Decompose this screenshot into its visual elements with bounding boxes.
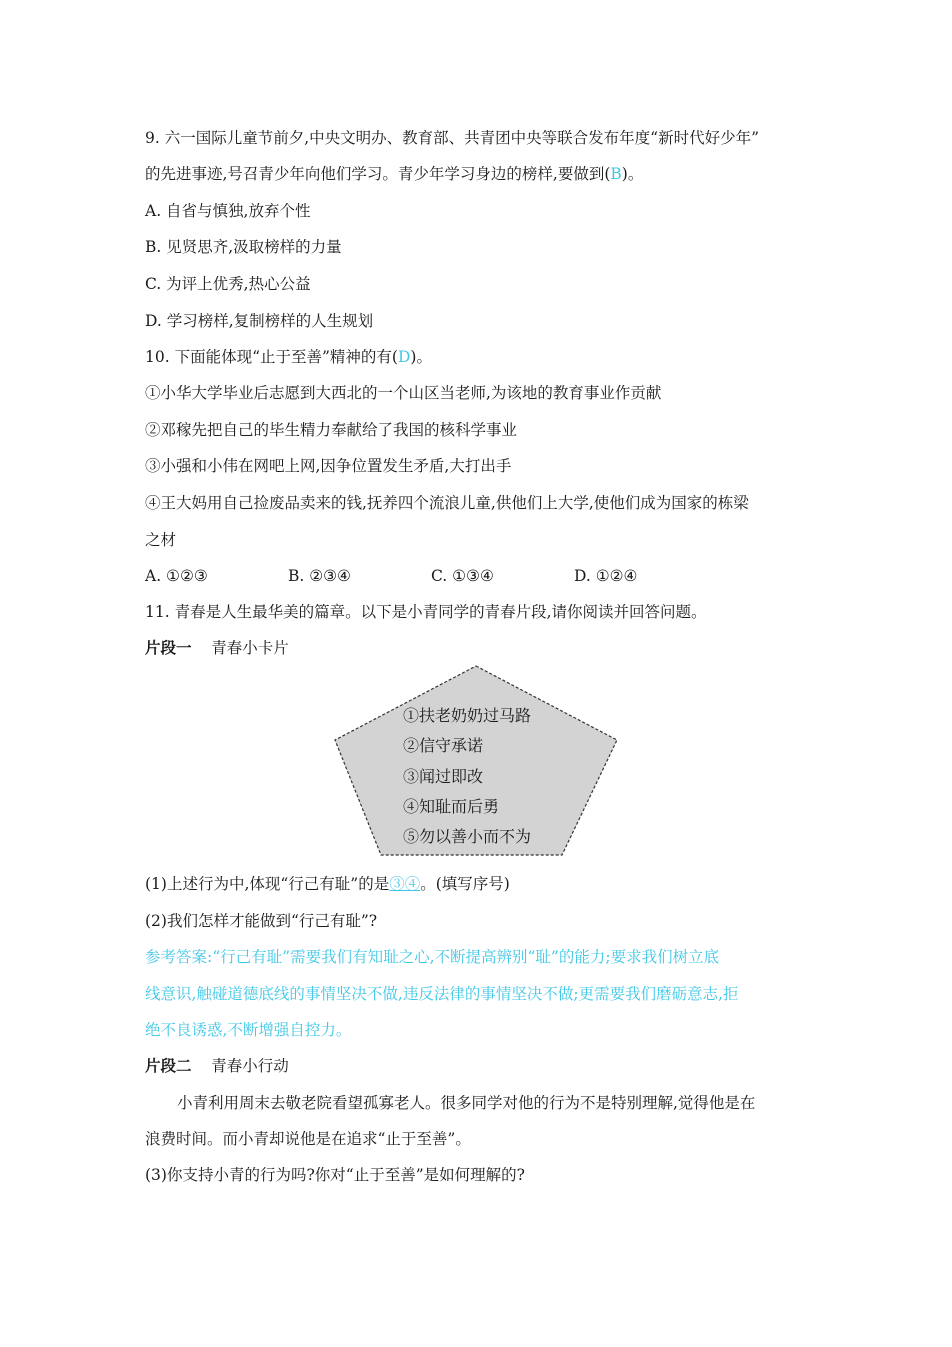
q10-option-a: A. ①②③	[145, 567, 208, 585]
reference-answer-line1: 参考答案:“行己有耻”需要我们有知耻之心,不断提高辨别“耻”的能力;要求我们树立底	[145, 948, 720, 966]
story-line2: 浪费时间。而小青却说他是在追求“止于至善”。	[145, 1130, 471, 1148]
story-line1: 小青利用周末去敬老院看望孤寡老人。很多同学对他的行为不是特别理解,觉得他是在	[177, 1094, 756, 1112]
q10-stem-end: )。	[410, 348, 432, 366]
q9-stem-text: 的先进事迹,号召青少年向他们学习。青少年学习身边的榜样,要做到(	[145, 165, 611, 183]
q10-item-1: ①小华大学毕业后志愿到大西北的一个山区当老师,为该地的教育事业作贡献	[145, 384, 662, 402]
q9-option-b: B. 见贤思齐,汲取榜样的力量	[145, 238, 342, 256]
q10-option-b: B. ②③④	[288, 567, 351, 585]
q10-item-2: ②邓稼先把自己的毕生精力奉献给了我国的核科学事业	[145, 421, 518, 439]
q10-stem-text: 10. 下面能体现“止于至善”精神的有(	[145, 348, 398, 366]
q9-stem-line1: 9. 六一国际儿童节前夕,中央文明办、教育部、共青团中央等联合发布年度“新时代好少年”	[145, 129, 759, 147]
q11-sub2: (2)我们怎样才能做到“行己有耻”?	[145, 912, 378, 930]
card-item-1: ①扶老奶奶过马路	[403, 706, 532, 725]
q9-option-c: C. 为评上优秀,热心公益	[145, 275, 311, 293]
q11-sub1	[145, 874, 510, 894]
q11-part2-heading	[145, 1056, 289, 1076]
q11-stem: 11. 青春是人生最华美的篇章。以下是小青同学的青春片段,请你阅读并回答问题。	[145, 603, 707, 621]
reference-answer-line2: 线意识,触碰道德底线的事情坚决不做,违反法律的事情坚决不做;更需要我们磨砺意志,拒	[145, 985, 739, 1003]
q10-option-c: C. ①③④	[431, 567, 494, 585]
q9-option-d: D. 学习榜样,复制榜样的人生规划	[145, 312, 374, 330]
q11-part2-label: 片段二	[145, 1056, 192, 1075]
q10-item-3: ③小强和小伟在网吧上网,因争位置发生矛盾,大打出手	[145, 457, 512, 475]
q11-part1-label: 片段一	[145, 638, 192, 657]
q11-sub3: (3)你支持小青的行为吗?你对“止于至善”是如何理解的?	[145, 1166, 525, 1184]
reference-answer-line3: 绝不良诱惑,不断增强自控力。	[145, 1021, 352, 1039]
q9-stem-end: )。	[621, 165, 644, 183]
q10-item-4: ④王大妈用自己捡废品卖来的钱,抚养四个流浪儿童,供他们上大学,使他们成为国家的栋梁	[145, 494, 749, 512]
q11-part2-title: 青春小行动	[211, 1057, 289, 1075]
card-item-4: ④知耻而后勇	[403, 797, 500, 816]
q10-item-4-cont: 之材	[145, 531, 177, 549]
card-item-2: ②信守承诺	[403, 736, 484, 755]
q10-options	[145, 566, 717, 586]
q10-stem	[145, 347, 432, 367]
q11-sub1-answer: ③④	[389, 875, 421, 893]
q10-answer: D	[397, 348, 411, 366]
q11-part1-title: 青春小卡片	[211, 639, 289, 657]
q9-stem-line2	[145, 164, 643, 184]
q11-sub1-text: (1)上述行为中,体现“行己有耻”的是	[145, 875, 390, 893]
q10-option-d: D. ①②④	[574, 567, 638, 585]
card-item-3: ③闻过即改	[403, 767, 484, 786]
q9-answer: B	[610, 165, 622, 183]
q11-part1-heading	[145, 638, 289, 658]
q11-sub1-end: 。(填写序号)	[420, 875, 510, 893]
q9-option-a: A. 自省与慎独,放弃个性	[145, 202, 311, 220]
card-item-5: ⑤勿以善小而不为	[403, 827, 532, 846]
